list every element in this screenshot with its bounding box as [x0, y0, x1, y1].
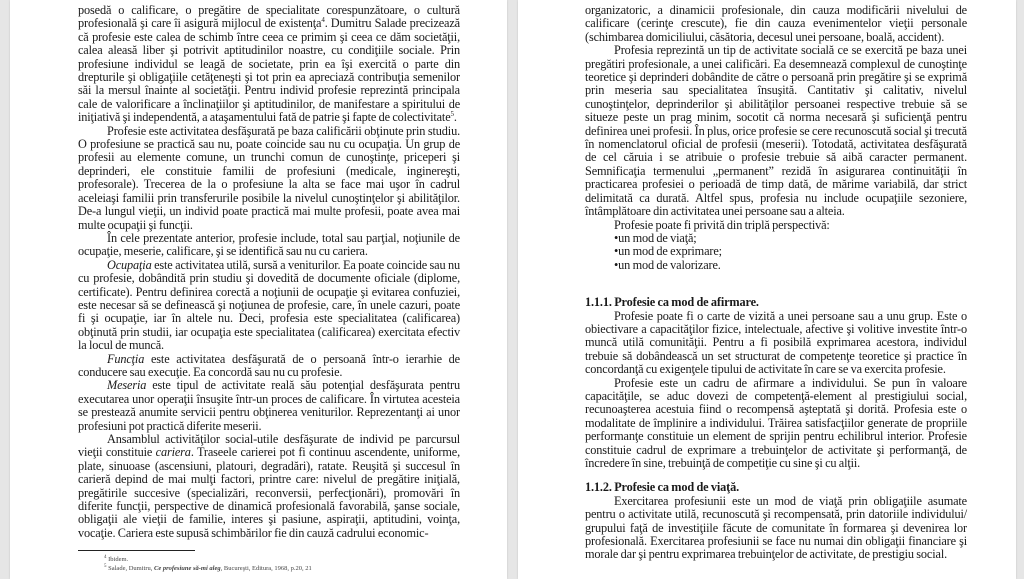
paragraph: Profesia reprezintă un tip de activitate socială ce se exercită pe baza unei pregătiri profesionale, a unei calificări. Ea desemnează complexul de cunoştinţe teoretice şi deprinderi dobândite de către o persoană prin pregătire şi se exprimă prin meseria sau specialitatea însuşită. Cantitativ şi calitativ, nivelul cunoştinţelor, deprinderilor şi abilităţilor persoanei respective trebuie să se situeze peste un prag minim, socotit că norma necesară şi suficienţă pentru definirea unei profesii. În plus, orice profesie se cere recunoscută social şi trecută în nomenclatorul oficial de profesii (meserii). Totodată, activitatea desfăşurată de cel căruia i se atribuie o profesie trebuie să aibă caracter permanent. Semnificaţia termenului „permanent” rezidă în asigurarea continuităţii în practicarea profesiei o perioadă de timp dată, de mărime variabilă, dar strict delimitată ca durată. Altfel spus, profesia nu include ocupaţiile sezoniere, întâmplătoare din activitatea unei persoane sau a alteia. [585, 43, 967, 219]
footnote-number: 5 [104, 564, 107, 570]
page-body [585, 4, 967, 562]
paragraph: Profesie poate fi o carte de vizită a unei persoane sau a unu grup. Este o obiectivare a capacităţilor fizice, intelectuale, afective şi volitive investite într-o muncă utilă comunităţii. Pentru a fi posibilă exprimarea acestora, individul trebuie să dobândească un set structurat de competenţe teoretice şi practice în concordanţă cu exigenţele tipului de activitate în care se va exercita profesie. [585, 308, 967, 377]
footnote-separator [78, 550, 195, 551]
document-page-right [518, 0, 1016, 579]
bullet-item: • un mod de valorizare. [614, 259, 967, 272]
paragraph [78, 433, 460, 540]
bullet-item: • un mod de viaţă; [614, 232, 967, 245]
footnote-title: Ce profesiune să-mi aleg [153, 565, 221, 573]
footnotes [78, 555, 460, 573]
footnote [104, 564, 460, 573]
italic-term: cariera [155, 445, 191, 460]
footnote-author: Salade, Dumitru, [108, 565, 154, 573]
footnote [104, 555, 460, 564]
paragraph-text: posedă o calificare, o pregătire de specialitate corespunzătoare, o cultură profesională şi care îi asigură mijlocul de existenţa [78, 3, 460, 31]
footnote-number: 4 [104, 555, 107, 561]
paragraph [78, 379, 460, 433]
footnote-ref[interactable]: 4 [321, 16, 325, 25]
paragraph: În cele prezentate anterior, profesie include, total sau parţial, noţiunile de ocupaţie, meserie, calificare, şi se identifică sau nu cu cariera. [78, 230, 460, 259]
paragraph [78, 353, 460, 380]
paragraph-text: . Dumitru Salade precizează că profesie este calea de schimb între ceea ce primim şi ceea ce dăm societăţii, calea aleasă liber şi potrivit aptitudinilor noastre, cu condiţiile sociale. Prin profesiune individul se leagă de societate, prin ea îşi exercită o parte din drepturile şi obligaţiile cetăţeneşti şi tot prin ea apreciază contribuţia semenilor săi la mersul înainte al societăţii. Pentru individ profesie reprezintă principala cale de valorificare a înclinaţiilor şi aptitudinilor, de manifestare a spiritului de iniţiativă şi independentă, a ataşamentului fată de patrie şi fapte de colectivitate [78, 16, 460, 125]
paragraph: Profesie este activitatea desfăşurată pe baza calificării obţinute prin studiu. O profesiune se practică sau nu, poate coincide sau nu cu ocupaţia. Un grup de profesii au elemente comune, un trunchi comun de cunoştinţe, priceperi şi deprinderi, ele constituie familii de profesiuni (medicale, inginereşti, profesorale). Trecerea de la o profesiune la alta se face mai uşor în cadrul aceleiaşi familii prin transferurile posibile la nivelul cunoştinţelor şi abilităţilor. De-a lungul vieţii, un individ poate practică mai multe profesii, poate avea mai multe ocupaţii şi funcţii. [78, 123, 460, 232]
bullet-item: • un mod de exprimare; [614, 245, 967, 258]
paragraph: Profesie este un cadru de afirmare a individului. Se pun în valoare capacităţile, se aduc dovezi de competenţă-element al prestigiului social, recunoaşterea acestuia fiind o recompensă aşteptată şi dorită. Profesia este o modalitate de împlinire a individului. Trăirea satisfacţiilor generate de propriile performanţe constituie un element de sprijin pentru echilibrul interior. Profesie constituie cadrul de exprimare a trebuinţelor de activitate şi performanţă, de încredere în sine, trebuinţă de competiţie cu sine şi cu alţii. [585, 375, 967, 470]
italic-term: Meseria [107, 378, 147, 393]
paragraph [78, 259, 460, 353]
paragraph-text: este tipul de activitate reală său potenţial desfăşurata pentru executarea unor operaţii însuşite într-un proces de calificare. În virtutea acesteia se prestează anumite servicii pentru obţinerea veniturilor. Reprezentanţi ai unor profesiuni pot practică diferite meserii. [78, 378, 460, 433]
paragraph: Exercitarea profesiunii este un mod de viaţă prin obligaţiile asumate pentru o activitate utilă, recunoscută şi recompensată, prin datoriile individului/ grupului faţă de investiţiile făcute de comunitate în formarea şi devenirea lor profesională. Exercitarea profesiunii se face nu numai din obligaţii financiare şi morale dar şi pentru exprimarea trebuinţelor de activitate, de prestigiu social. [585, 493, 967, 562]
paragraph [78, 4, 460, 125]
paragraph-text: . [453, 110, 457, 125]
bullet-list [585, 232, 967, 272]
footnote-ref[interactable]: 5 [450, 110, 454, 119]
paragraph-text: este activitatea utilă, sursă a veniturilor. Ea poate coincide sau nu cu profesie, dobândită prin studiu şi dovedită de documente oficiale (diplome, certificate). Pentru definirea corectă a noţiunii de ocupaţie şi evitarea confuziei, este necesar să se definească şi noţiunea de profesie, care, în unele cazuri, poate fi şi ocupaţie, iar în altele nu. Deci, profesia este specialitatea (calificarea) obţinută prin studii, iar ocupaţia este specialitatea (calificarea) exercitata efectiv la locul de muncă. [78, 257, 460, 353]
footnote-text: , Bucureşti, Editura, 1968, p.20, 21 [220, 565, 312, 573]
footnote-text: Ibidem. [108, 556, 129, 564]
paragraph: organizatoric, a dinamicii profesionale, din cauza modificării nivelului de calificare (cerinţe crescute), fie din cauza evenimentelor vieţii personale (schimbarea domiciliului, căsătoria, decesul unei persoane, boală, accident). [585, 3, 967, 44]
paragraph: Profesie poate fi privită din triplă perspectivă: [614, 217, 830, 232]
section-heading: 1.1.1. Profesie ca mod de afirmare. [585, 295, 759, 310]
italic-term: Funcţia [107, 351, 145, 366]
paragraph-text: Ansamblul activităţilor social-utile desfăşurate de individ pe parcursul vieţii constituie [78, 432, 460, 460]
paragraph-text: este activitatea desfăşurată de o persoană într-o ierarhie de conducere sau execuţie. Ea concordă sau nu cu profesie. [78, 351, 460, 379]
paragraph-text: . Traseele carierei pot fi continuu ascendente, uniforme, plate, sinuoase (ascensiuni, platouri, degradări), ratate. Reuşită şi succesul în carieră depind de mai mulţi factori, printre care: nivelul de pregătire iniţială, pregătirile succesive (specializări, reconversii, perfecţionări), promovări în diferite funcţii, perspective de dinamică profesională favorabilă, şanse sociale, obligaţii ale vieţii de familie, interes şi pasiune, aspiraţii, aptitudini, voinţa, vocaţie. Cariera este supusă schimbărilor fie din cauză cadrului economic- [78, 445, 460, 540]
italic-term: Ocupaţia [107, 257, 152, 272]
page-body [78, 4, 460, 540]
section-heading: 1.1.2. Profesie ca mod de viaţă. [585, 480, 740, 495]
document-page-left [10, 0, 507, 579]
